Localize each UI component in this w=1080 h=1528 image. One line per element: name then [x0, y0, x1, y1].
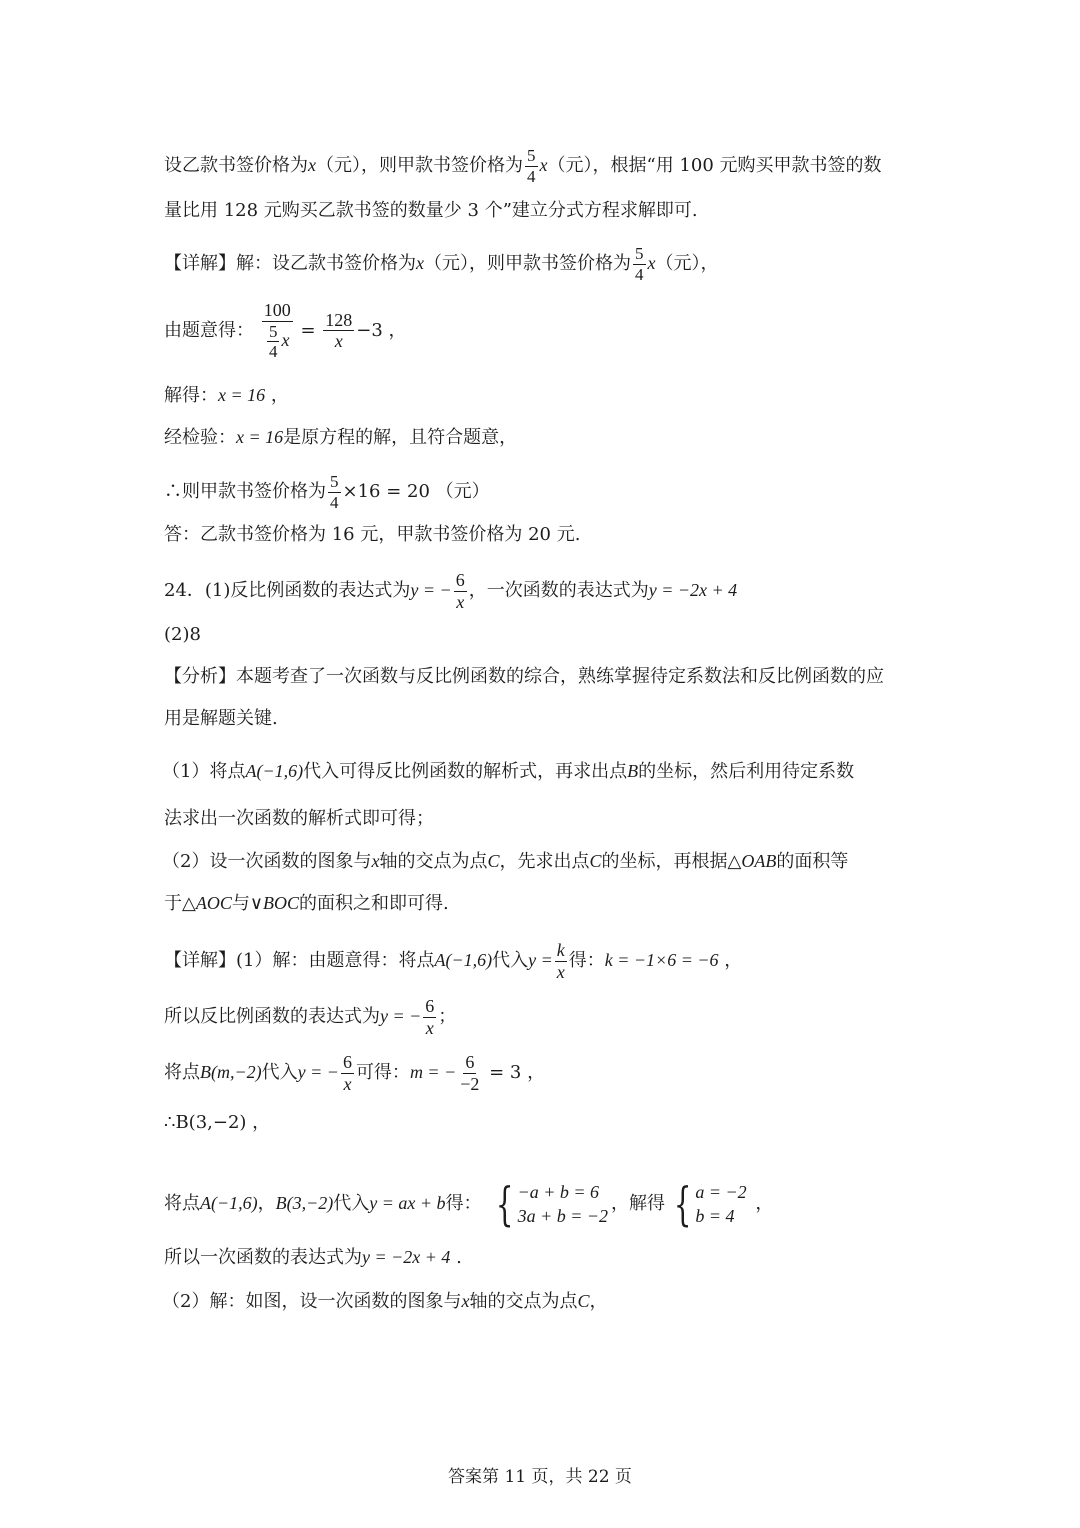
math: y = − [297, 1062, 339, 1083]
numerator: 6 [425, 996, 435, 1016]
text: （1）将点 [162, 761, 246, 782]
text: = 3 ， [483, 1062, 546, 1084]
math: A(−1,6) [200, 1193, 258, 1213]
system-row: a = −2 [695, 1182, 747, 1202]
text: 24．(1)反比例函数的表达式为 [164, 580, 411, 602]
var: B [627, 761, 639, 781]
text: 代入 [333, 1193, 370, 1214]
denominator: x [343, 1073, 352, 1094]
analysis24-line-5 [162, 848, 930, 875]
analysis24-line-6 [164, 890, 930, 917]
math: B(m,−2) [200, 1062, 262, 1083]
numerator: 128 [325, 309, 353, 330]
text: ，先求出点 [499, 851, 590, 872]
text: 得： [568, 950, 605, 972]
fraction [423, 996, 436, 1038]
text: 代入可得反比例函数的解析式，再求出点 [303, 761, 628, 782]
text: （元），则甲款书签价格为 [316, 155, 523, 177]
numerator: 5 [635, 244, 644, 263]
q24-line [164, 570, 930, 612]
text: ×16 = 20 （元） [342, 481, 490, 503]
text: ， [265, 385, 289, 406]
denominator: x [425, 1017, 434, 1038]
text: ，解得 [611, 1193, 666, 1214]
math: y = ax + b [369, 1193, 446, 1213]
math: k = −1×6 = −6 [604, 950, 719, 971]
math: m = − [409, 1062, 457, 1083]
detail24-line-2 [164, 996, 930, 1038]
text: （2）解：如图，设一次函数的图象与 [162, 1291, 462, 1312]
text: 将点 [164, 1193, 200, 1214]
math: x = 16 [218, 385, 266, 405]
denominator: 4 [635, 264, 644, 284]
math: y = −2x + 4 [362, 1247, 451, 1267]
var: x [461, 1291, 470, 1311]
system-rows [518, 1180, 608, 1228]
denominator: 4 [268, 342, 278, 362]
text: 于△ [164, 893, 196, 914]
analysis-line-1 [164, 146, 930, 186]
text: 是原方程的解，且符合题意， [283, 427, 518, 448]
numerator: 6 [342, 1052, 352, 1072]
system-rows [695, 1180, 746, 1228]
var: x [647, 253, 656, 274]
text: （元），则甲款书签价格为 [424, 253, 631, 275]
text: ， [589, 1291, 608, 1312]
fraction [525, 146, 538, 186]
denominator: −2 [460, 1073, 480, 1094]
text: . [450, 1247, 462, 1268]
math: y = − [380, 1006, 422, 1027]
answer-line: 答：乙款书签价格为 16 元，甲款书签价格为 20 元. [164, 524, 581, 545]
detail24-line-1 [164, 940, 930, 982]
text: 的坐标，然后利用待定系数 [638, 761, 855, 782]
math: A(−1,6) [434, 950, 493, 971]
text: 与∨ [231, 893, 264, 914]
text: 解得： [164, 385, 218, 406]
text: 将点 [164, 1062, 200, 1084]
detail24-line-7 [162, 1288, 930, 1315]
text: ， [718, 950, 743, 972]
text: 可得： [355, 1062, 410, 1084]
fraction [555, 940, 567, 982]
text: （2）设一次函数的图象与 [162, 851, 372, 872]
detail24-line-5 [164, 1177, 930, 1231]
numerator: 100 [263, 300, 291, 320]
text: 【详解】(1）解：由题意得：将点 [164, 950, 435, 972]
text: （元）， [655, 253, 719, 275]
text: 所以一次函数的表达式为 [164, 1247, 362, 1268]
math: B(3,−2) [275, 1193, 334, 1213]
denominator [263, 322, 292, 362]
text: ，一次函数的表达式为 [468, 580, 649, 602]
math: A(−1,6) [245, 761, 304, 781]
numerator: 5 [268, 321, 278, 341]
system-row: 3a + b = −2 [517, 1206, 609, 1226]
fraction [341, 1052, 354, 1094]
analysis-line-2: 量比用 128 元购买乙款书签的数量少 3 个”建立分式方程求解即可. [164, 200, 698, 221]
equation-system [490, 1177, 609, 1231]
math: AOC [195, 893, 232, 913]
text: −3 ， [356, 319, 407, 341]
text: 代入 [261, 1062, 298, 1084]
denominator: x [556, 961, 565, 982]
fraction [267, 322, 280, 362]
complex-fraction [262, 300, 293, 362]
solve-line [164, 382, 930, 409]
text: 的面积之和即可得. [299, 893, 449, 914]
numerator: k [556, 940, 565, 960]
var: C [577, 1291, 590, 1311]
fraction [458, 1052, 481, 1094]
fraction [454, 570, 467, 612]
analysis24-line-1: 【分析】本题考查了一次函数与反比例函数的综合，熟练掌握待定系数法和反比例函数的应 [164, 666, 884, 687]
numerator: 6 [455, 570, 465, 590]
analysis24-line-2: 用是解题关键. [164, 708, 278, 729]
denominator: x [456, 591, 465, 612]
numerator: 6 [465, 1052, 475, 1072]
var: x [539, 155, 548, 176]
text: 经检验： [164, 427, 236, 448]
math: x = 16 [236, 427, 284, 447]
text: ， [257, 1193, 276, 1214]
text: 【详解】解：设乙款书签价格为 [164, 253, 416, 275]
solution-system [668, 1177, 747, 1231]
check-line [164, 424, 930, 451]
text: （元），根据“用 100 元购买甲款书签的数 [547, 155, 882, 177]
denominator: 4 [527, 166, 536, 186]
analysis24-line-3 [162, 758, 930, 785]
system-row: b = 4 [695, 1206, 735, 1226]
fraction [328, 472, 341, 512]
numerator: 5 [330, 472, 339, 491]
equation-line [164, 300, 930, 362]
q24-part2: (2)8 [164, 624, 201, 645]
fraction [323, 310, 354, 352]
so-line [164, 472, 930, 512]
var: x [416, 253, 424, 274]
text: 设乙款书签价格为 [164, 155, 308, 177]
text: ； [438, 1006, 457, 1028]
detail24-line-3 [164, 1052, 930, 1094]
analysis24-line-4: 法求出一次函数的解析式即可得； [164, 808, 434, 829]
text: 由题意得： [164, 319, 254, 341]
text: ∴则甲款书签价格为 [164, 481, 326, 503]
text: 代入 [492, 950, 529, 972]
detail24-line-6 [164, 1244, 930, 1271]
text: = [300, 319, 316, 341]
text: 的坐标，再根据△ [601, 851, 742, 872]
var: C [589, 851, 602, 871]
fraction [633, 244, 646, 284]
detail24-line-4: ∴B(3,−2) ， [164, 1112, 271, 1133]
brace: { [496, 1177, 514, 1231]
page-footer: 答案第 11 页，共 22 页 [448, 1467, 632, 1487]
math: y = [528, 950, 553, 971]
var: x [371, 851, 380, 871]
numerator: 5 [527, 146, 536, 165]
var: x [308, 155, 316, 176]
math: y = −2x + 4 [648, 580, 738, 601]
text: ， [749, 1193, 774, 1214]
text: 轴的交点为点 [469, 1291, 578, 1312]
text: 轴的交点为点 [379, 851, 488, 872]
system-row: −a + b = 6 [517, 1182, 600, 1202]
brace: { [673, 1177, 692, 1231]
denominator: 4 [330, 492, 339, 512]
text: 所以反比例函数的表达式为 [164, 1006, 380, 1028]
text: 的面积等 [776, 851, 849, 872]
var: C [487, 851, 500, 871]
denominator: x [334, 331, 343, 352]
math: BOC [263, 893, 300, 913]
math: OAB [741, 851, 777, 871]
var: x [281, 329, 290, 350]
text: 得： [445, 1193, 482, 1214]
math: y = − [410, 580, 452, 601]
detail-line-1 [164, 244, 930, 284]
